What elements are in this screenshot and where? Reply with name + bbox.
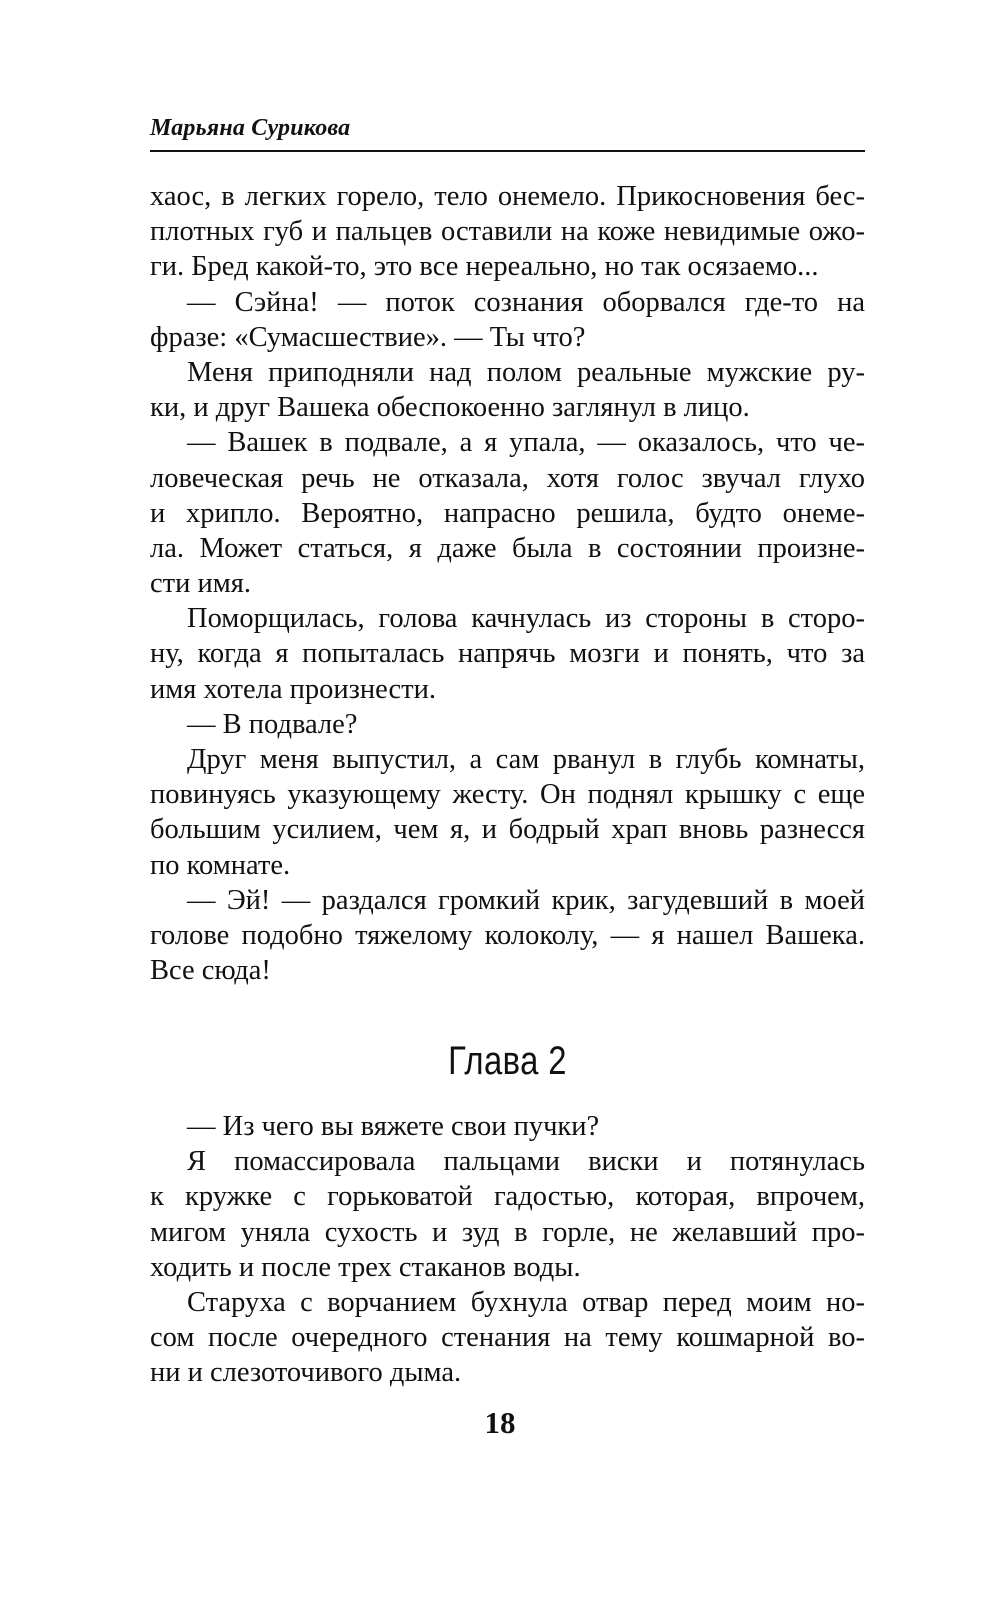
text-line: ни и слезоточивого дыма.	[150, 1357, 462, 1389]
text-line: сти имя.	[150, 568, 252, 600]
page-number: 18	[484, 1405, 516, 1440]
body-text-before-chapter	[150, 179, 865, 988]
text-line: — Вашек в подвале, а я упала, — оказалось, что че-	[187, 427, 865, 459]
header-rule	[150, 150, 865, 152]
text-line: ла. Может статься, я даже была в состоянии произне-	[150, 532, 865, 564]
text-line: и хрипло. Вероятно, напрасно решила, будто онеме-	[150, 497, 865, 529]
text-line: Поморщилась, голова качнулась из стороны в сторо-	[187, 603, 865, 635]
text-line: ну, когда я попыталась напрячь мозги и понять, что за	[150, 638, 865, 670]
text-line: ходить и после трех стаканов воды.	[150, 1251, 581, 1283]
chapter-title: Глава 2	[448, 1039, 567, 1083]
running-head-author: Марьяна Сурикова	[150, 115, 351, 141]
text-line: Я помассировала пальцами виски и потянулась	[187, 1146, 865, 1178]
text-line: к кружке с горьковатой гадостью, которая, впрочем,	[150, 1181, 865, 1213]
text-line: мигом уняла сухость и зуд в горле, не желавший про-	[150, 1216, 865, 1248]
text-line: сом после очередного стенания на тему кошмарной во-	[150, 1322, 865, 1354]
text-line: — Из чего вы вяжете свои пучки?	[187, 1111, 600, 1142]
text-line: имя хотела произнести.	[150, 673, 437, 705]
text-line: голове подобно тяжелому колоколу, — я нашел Вашека.	[150, 919, 865, 951]
text-line: фразе: «Сумасшествие». — Ты что?	[150, 321, 586, 353]
text-line: хаос, в легких горело, тело онемело. Прикосновения бес-	[150, 181, 865, 212]
text-line: Меня приподняли над полом реальные мужские ру-	[187, 356, 865, 388]
text-line: ги. Бред какой-то, это все нереально, но так осязаемо...	[150, 251, 819, 283]
text-line: ловеческая речь не отказала, хотя голос звучал глухо	[150, 462, 865, 494]
text-line: — Сэйна! — поток сознания оборвался где-то на	[187, 286, 865, 318]
text-line: Старуха с ворчанием бухнула отвар перед моим но-	[187, 1286, 865, 1318]
text-line: — В подвале?	[187, 708, 358, 740]
text-line: по комнате.	[150, 849, 291, 881]
text-line: большим усилием, чем я, и бодрый храп вновь разнесся	[150, 814, 865, 846]
text-line: Друг меня выпустил, а сам рванул в глубь комнаты,	[187, 744, 865, 775]
text-line: плотных губ и пальцев оставили на коже невидимые ожо-	[150, 216, 865, 248]
text-line: Все сюда!	[150, 955, 271, 987]
text-line: — Эй! — раздался громкий крик, загудевший в моей	[187, 884, 865, 916]
text-line: повинуясь указующему жесту. Он поднял крышку с еще	[150, 779, 865, 811]
text-line: ки, и друг Вашека обеспокоенно заглянул в лицо.	[150, 392, 750, 424]
body-text-after-chapter	[150, 1109, 865, 1391]
